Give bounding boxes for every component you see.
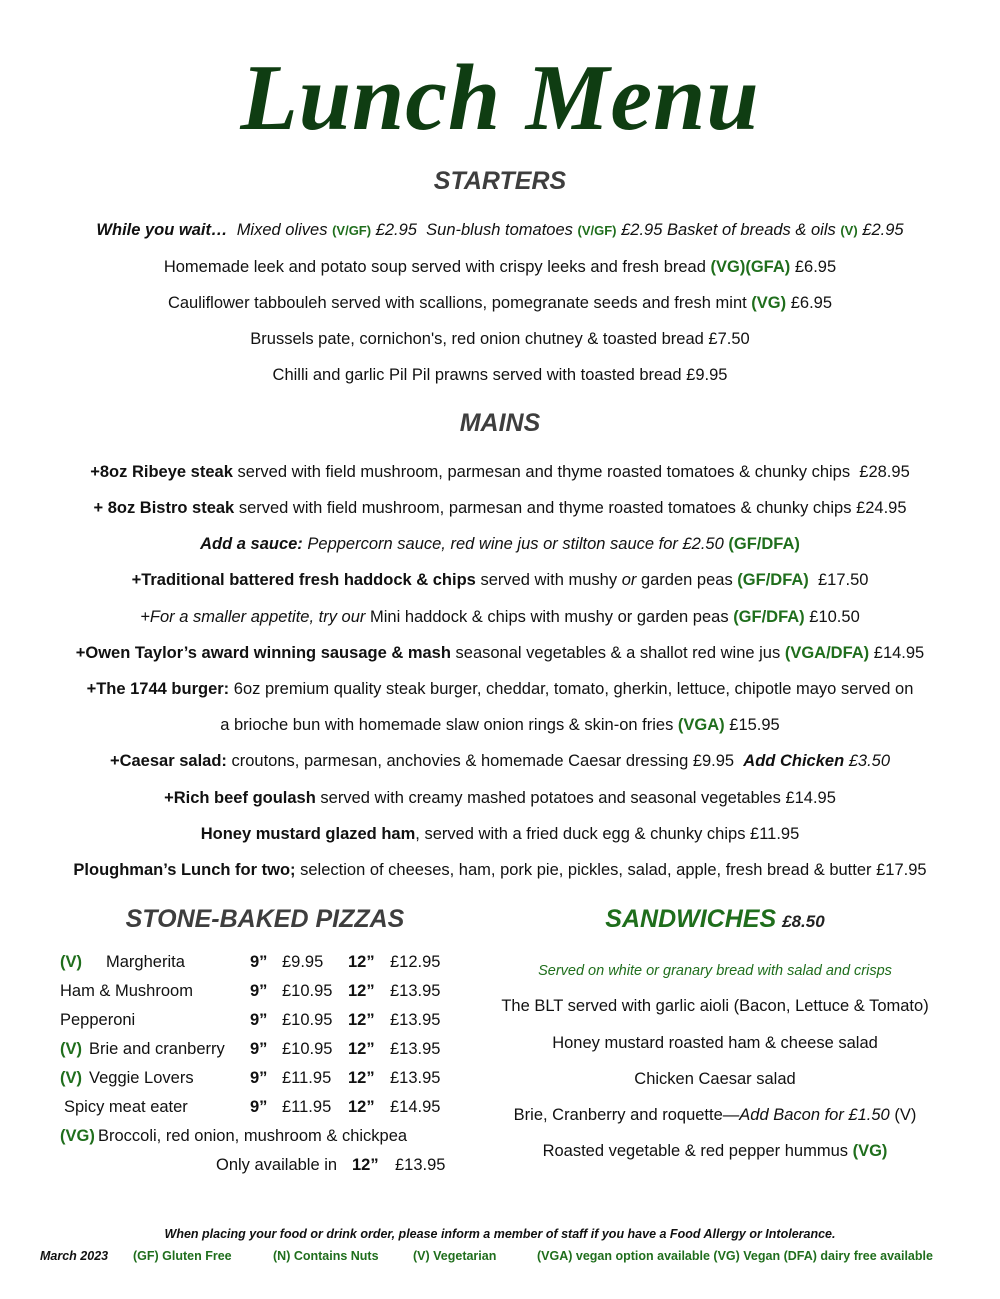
- diet-tag: (V): [894, 1106, 917, 1124]
- legend-n: (N) Contains Nuts: [273, 1249, 379, 1263]
- diet-tag: (V): [840, 223, 858, 238]
- item-desc: , served with a fried duck egg & chunky chips £11.95: [415, 825, 800, 843]
- item-desc: Homemade leek and potato soup served with crispy leeks and fresh bread: [163, 258, 706, 276]
- main-item-burger: [0, 678, 1000, 700]
- main-item-ribeye: [0, 461, 1000, 483]
- price: £2.95: [862, 221, 904, 239]
- pizzas-section: [40, 905, 470, 1174]
- main-item-sausage: [0, 642, 1000, 664]
- item-desc: Mini haddock & chips with mushy or garden peas: [369, 608, 729, 626]
- size-9: 9”: [250, 982, 268, 1000]
- item-desc: garden peas: [640, 571, 733, 589]
- price-9: £10.95: [282, 982, 333, 1000]
- item-name: +Owen Taylor’s award winning sausage & mash: [75, 644, 451, 662]
- main-sauce-line: [0, 533, 1000, 555]
- diet-tag: (V/GF): [332, 223, 372, 238]
- size-9: 9”: [250, 1069, 268, 1087]
- item-desc: Brie, Cranberry and roquette—: [513, 1106, 740, 1124]
- price: £2.95: [375, 221, 417, 239]
- sauce-label: Add a sauce:: [200, 535, 303, 553]
- price-12: £13.95: [395, 1156, 446, 1174]
- diet-tag: (VG)(GFA): [710, 258, 791, 276]
- price-12: £12.95: [390, 953, 441, 971]
- item-name: Ploughman’s Lunch for two;: [73, 861, 296, 879]
- item-desc: served with creamy mashed potatoes and seasonal vegetables £14.95: [320, 789, 836, 807]
- while-you-wait-line: [0, 219, 1000, 242]
- sandwiches-price: £8.50: [782, 912, 825, 931]
- sandwich-item: Chicken Caesar salad: [634, 1070, 796, 1088]
- item-desc: served with mushy: [480, 571, 618, 589]
- price-12: £13.95: [390, 1011, 441, 1029]
- item-desc: selection of cheeses, ham, pork pie, pickles, salad, apple, fresh bread & butter £17.95: [300, 861, 927, 879]
- item-name: Basket of breads & oils: [666, 221, 836, 239]
- diet-tag: (GF/DFA): [737, 571, 809, 589]
- starter-item: [0, 364, 1000, 386]
- allergy-notice: When placing your food or drink order, please inform a member of staff if you have a Food Allergy or Intolerance.: [164, 1227, 836, 1241]
- item-name: Mixed olives: [236, 221, 328, 239]
- price-12: £13.95: [390, 1040, 441, 1058]
- starters-heading: STARTERS: [433, 167, 567, 195]
- main-item-haddock: [0, 569, 1000, 591]
- item-desc: Cauliflower tabbouleh served with scallions, pomegranate seeds and fresh mint: [167, 294, 747, 312]
- price: £7.50: [708, 330, 750, 348]
- price: £10.50: [809, 608, 860, 626]
- add-on-label: Add Bacon for £1.50: [739, 1106, 890, 1124]
- size-12: 12”: [348, 1098, 375, 1116]
- size-12: 12”: [348, 1011, 375, 1029]
- main-item-burger-cont: [0, 714, 1000, 736]
- main-item-mini-haddock: [0, 606, 1000, 628]
- size-12: 12”: [348, 953, 375, 971]
- price: £2.95: [621, 221, 663, 239]
- price: £15.95: [729, 716, 780, 734]
- sandwich-item: The BLT served with garlic aioli (Bacon, Lettuce & Tomato): [501, 997, 929, 1015]
- starter-item: [0, 328, 1000, 350]
- sandwiches-subtitle: Served on white or granary bread with salad and crisps: [538, 963, 892, 979]
- sandwich-item: Honey mustard roasted ham & cheese salad: [552, 1034, 878, 1052]
- add-on-label: Add Chicken: [743, 752, 845, 770]
- sandwiches-heading: [465, 905, 965, 934]
- size-9: 9”: [250, 1011, 268, 1029]
- sandwich-item: [465, 1142, 965, 1161]
- price: £17.50: [817, 571, 869, 589]
- diet-tag: (V/GF): [577, 223, 617, 238]
- price: £24.95: [856, 499, 907, 517]
- size-9: 9”: [250, 1098, 268, 1116]
- item-name: Honey mustard glazed ham: [200, 825, 416, 843]
- main-item-bistro: [0, 497, 1000, 519]
- pizza-name: Margherita: [106, 953, 185, 971]
- price-9: £9.95: [282, 953, 324, 971]
- diet-tag: (VGA/DFA): [784, 644, 870, 662]
- item-name: Sun-blush tomatoes: [426, 221, 573, 239]
- menu-title: Lunch Menu: [240, 46, 760, 150]
- size-12: 12”: [352, 1156, 379, 1174]
- price-9: £11.95: [282, 1098, 332, 1116]
- diet-tag: (GF/DFA): [733, 608, 805, 626]
- item-prefix: +For a smaller appetite, try our: [140, 608, 366, 626]
- starter-item: [0, 256, 1000, 278]
- legend-gf: (GF) Gluten Free: [133, 1249, 232, 1263]
- price-9: £10.95: [282, 1040, 333, 1058]
- price-12: £13.95: [390, 1069, 441, 1087]
- price: £3.50: [848, 752, 891, 770]
- sandwich-item: [465, 1106, 965, 1125]
- item-desc: Peppercorn sauce, red wine jus or stilton sauce for £2.50: [307, 535, 724, 553]
- price: £6.95: [790, 294, 833, 312]
- pizza-name: Ham & Mushroom: [60, 982, 193, 1000]
- item-desc: served with field mushroom, parmesan and thyme roasted tomatoes & chunky chips: [238, 499, 852, 517]
- main-item-ham: [0, 823, 1000, 845]
- item-desc: Brussels pate, cornichon's, red onion chutney & toasted bread: [250, 330, 704, 348]
- size-12: 12”: [348, 982, 375, 1000]
- item-name: +Caesar salad:: [109, 752, 227, 770]
- item-desc: croutons, parmesan, anchovies & homemade Caesar dressing £9.95: [231, 752, 735, 770]
- price-12: £13.95: [390, 982, 441, 1000]
- legend-v: (V) Vegetarian: [413, 1249, 497, 1263]
- legend-vga-vg-dfa: (VGA) vegan option available (VG) Vegan (DFA) dairy free available: [537, 1249, 933, 1263]
- diet-tag: (VGA): [677, 716, 725, 734]
- sandwiches-title: SANDWICHES: [605, 905, 777, 933]
- diet-tag: (VG): [751, 294, 787, 312]
- pizza-name: Spicy meat eater: [64, 1098, 188, 1116]
- price-9: £11.95: [282, 1069, 332, 1087]
- item-desc: or: [621, 571, 637, 589]
- sandwiches-section: [465, 905, 965, 1160]
- pizzas-heading: STONE-BAKED PIZZAS: [125, 905, 405, 933]
- menu-date: March 2023: [40, 1249, 109, 1263]
- item-desc: served with field mushroom, parmesan and thyme roasted tomatoes & chunky chips: [237, 463, 851, 481]
- pizza-name: Broccoli, red onion, mushroom & chickpea: [98, 1127, 408, 1145]
- size-12: 12”: [348, 1040, 375, 1058]
- diet-tag: (VG): [852, 1142, 888, 1160]
- pizza-name: Pepperoni: [60, 1011, 136, 1029]
- price: £28.95: [859, 463, 910, 481]
- item-name: +Traditional battered fresh haddock & chips: [131, 571, 476, 589]
- diet-tag: (V): [60, 1069, 82, 1087]
- diet-tag: (V): [60, 1040, 82, 1058]
- pizza-name: Brie and cranberry: [89, 1040, 225, 1058]
- main-item-goulash: [0, 787, 1000, 809]
- item-desc: Roasted vegetable & red pepper hummus: [542, 1142, 848, 1160]
- item-name: +Rich beef goulash: [164, 789, 316, 807]
- while-you-wait-label: While you wait…: [96, 221, 228, 239]
- starter-item: [0, 292, 1000, 314]
- main-item-ploughman: [0, 859, 1000, 881]
- item-desc: seasonal vegetables & a shallot red wine jus: [455, 644, 781, 662]
- size-12: 12”: [348, 1069, 375, 1087]
- diet-tag: (V): [60, 953, 82, 971]
- availability-note: Only available in: [216, 1156, 338, 1174]
- diet-tag: (VG): [60, 1127, 95, 1145]
- price-12: £14.95: [390, 1098, 441, 1116]
- item-desc: Chilli and garlic Pil Pil prawns served with toasted bread: [272, 366, 682, 384]
- main-item-caesar: [0, 750, 1000, 772]
- price: £14.95: [873, 644, 925, 662]
- item-name: +8oz Ribeye steak: [90, 463, 233, 481]
- price-9: £10.95: [282, 1011, 333, 1029]
- item-name: + 8oz Bistro steak: [93, 499, 235, 517]
- size-9: 9”: [250, 953, 268, 971]
- size-9: 9”: [250, 1040, 268, 1058]
- item-desc: 6oz premium quality steak burger, cheddar, tomato, gherkin, lettuce, chipotle mayo served on: [233, 680, 914, 698]
- price: £9.95: [686, 366, 728, 384]
- diet-tag: (GF/DFA): [728, 535, 800, 553]
- pizza-name: Veggie Lovers: [89, 1069, 194, 1087]
- item-desc: a brioche bun with homemade slaw onion rings & skin-on fries: [220, 716, 674, 734]
- mains-heading: MAINS: [459, 409, 541, 437]
- item-name: +The 1744 burger:: [86, 680, 230, 698]
- price: £6.95: [794, 258, 837, 276]
